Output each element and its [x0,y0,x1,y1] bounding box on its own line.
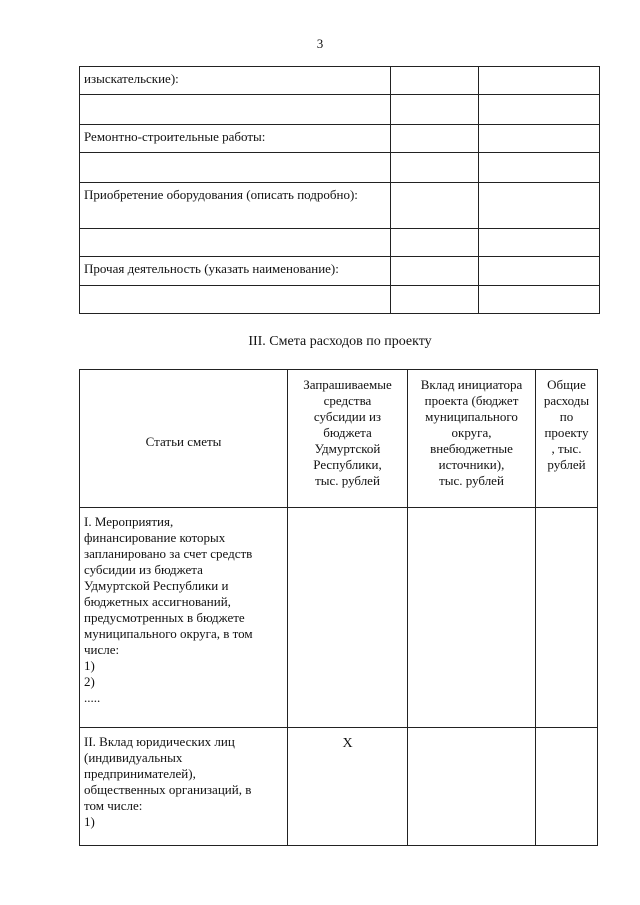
text-line: источники), [438,457,505,472]
table-row [80,183,600,229]
text-line: тыс. рублей [439,473,504,488]
text-line: внебюджетные [430,441,513,456]
value-cell[interactable] [391,67,479,95]
text-line: 1) [84,658,95,673]
text-line: том числе: [84,798,143,813]
text-line: по [559,409,574,424]
text-line: субсидии из [313,409,382,424]
value-cell[interactable] [391,153,479,183]
empty-cell[interactable] [80,153,391,183]
text-line: 2) [84,674,95,689]
text-line: 1) [84,814,95,829]
table-row [80,286,600,314]
text-line: муниципального округа, в том [84,626,253,641]
text-line: Республики, [313,457,382,472]
table-row [80,153,600,183]
text-line: I. Мероприятия, [84,514,174,529]
header-requested-subsidy [288,370,408,508]
cell-legal-entities-subsidy-x: X [288,728,408,846]
section-title: III. Смета расходов по проекту [248,334,432,349]
page-number: 3 [316,36,324,51]
value-cell[interactable] [391,125,479,153]
text-line: Вклад инициатора [420,377,523,392]
cell-activities-contribution[interactable] [408,508,536,728]
cell-legal-entities-total[interactable] [536,728,598,846]
costs-table-continued [79,66,600,314]
empty-cell[interactable] [80,286,391,314]
text-line: проекту [544,425,589,440]
text-line: бюджета [323,425,372,440]
row-label: Прочая деятельность (указать наименование): [80,257,391,286]
text-line: числе: [84,642,120,657]
text-line: II. Вклад юридических лиц [84,734,235,749]
text-line: субсидии из бюджета [84,562,203,577]
text-line: Общие [547,377,586,392]
text-line: финансирование которых [84,530,226,545]
table-row [80,257,600,286]
text-line: муниципального [425,409,518,424]
text-line: проекта (бюджет [424,393,519,408]
estimate-row-legal-entities [80,728,598,846]
table-row [80,67,600,95]
empty-cell[interactable] [80,95,391,125]
text-line: предпринимателей), [84,766,196,781]
value-cell[interactable] [479,183,600,229]
estimate-table [79,369,598,846]
text-line: , тыс. [551,441,582,456]
value-cell[interactable] [479,257,600,286]
value-cell[interactable] [391,95,479,125]
text-line: округа, [451,425,492,440]
value-cell[interactable] [391,286,479,314]
table-row [80,95,600,125]
text-line: Удмуртской [314,441,381,456]
estimate-table-header-row [80,370,598,508]
header-cost-items: Статьи сметы [80,370,288,508]
cell-activities-total[interactable] [536,508,598,728]
cell-activities-text [80,508,288,728]
cell-legal-entities-contribution[interactable] [408,728,536,846]
header-total-expenses [536,370,598,508]
value-cell[interactable] [391,183,479,229]
cell-legal-entities-text [80,728,288,846]
estimate-row-activities [80,508,598,728]
table-row [80,125,600,153]
cell-activities-subsidy[interactable] [288,508,408,728]
row-label: изыскательские): [80,67,391,95]
value-cell[interactable] [479,153,600,183]
value-cell[interactable] [391,257,479,286]
header-initiator-contribution [408,370,536,508]
value-cell[interactable] [479,286,600,314]
text-line: тыс. рублей [315,473,380,488]
text-line: общественных организаций, в [84,782,252,797]
empty-cell[interactable] [80,229,391,257]
text-line: средства [323,393,372,408]
text-line: расходы [543,393,590,408]
text-line: Запрашиваемые [303,377,392,392]
text-line: ..... [84,690,101,705]
text-line: Удмуртской Республики и [84,578,229,593]
text-line: предусмотренных в бюджете [84,610,245,625]
value-cell[interactable] [391,229,479,257]
text-line: бюджетных ассигнований, [84,594,231,609]
row-label: Ремонтно-строительные работы: [80,125,391,153]
text-line: (индивидуальных [84,750,183,765]
value-cell[interactable] [479,229,600,257]
value-cell[interactable] [479,95,600,125]
table-row [80,229,600,257]
row-label: Приобретение оборудования (описать подробно): [80,183,391,229]
text-line: запланировано за счет средств [84,546,253,561]
value-cell[interactable] [479,67,600,95]
value-cell[interactable] [479,125,600,153]
text-line: рублей [547,457,586,472]
